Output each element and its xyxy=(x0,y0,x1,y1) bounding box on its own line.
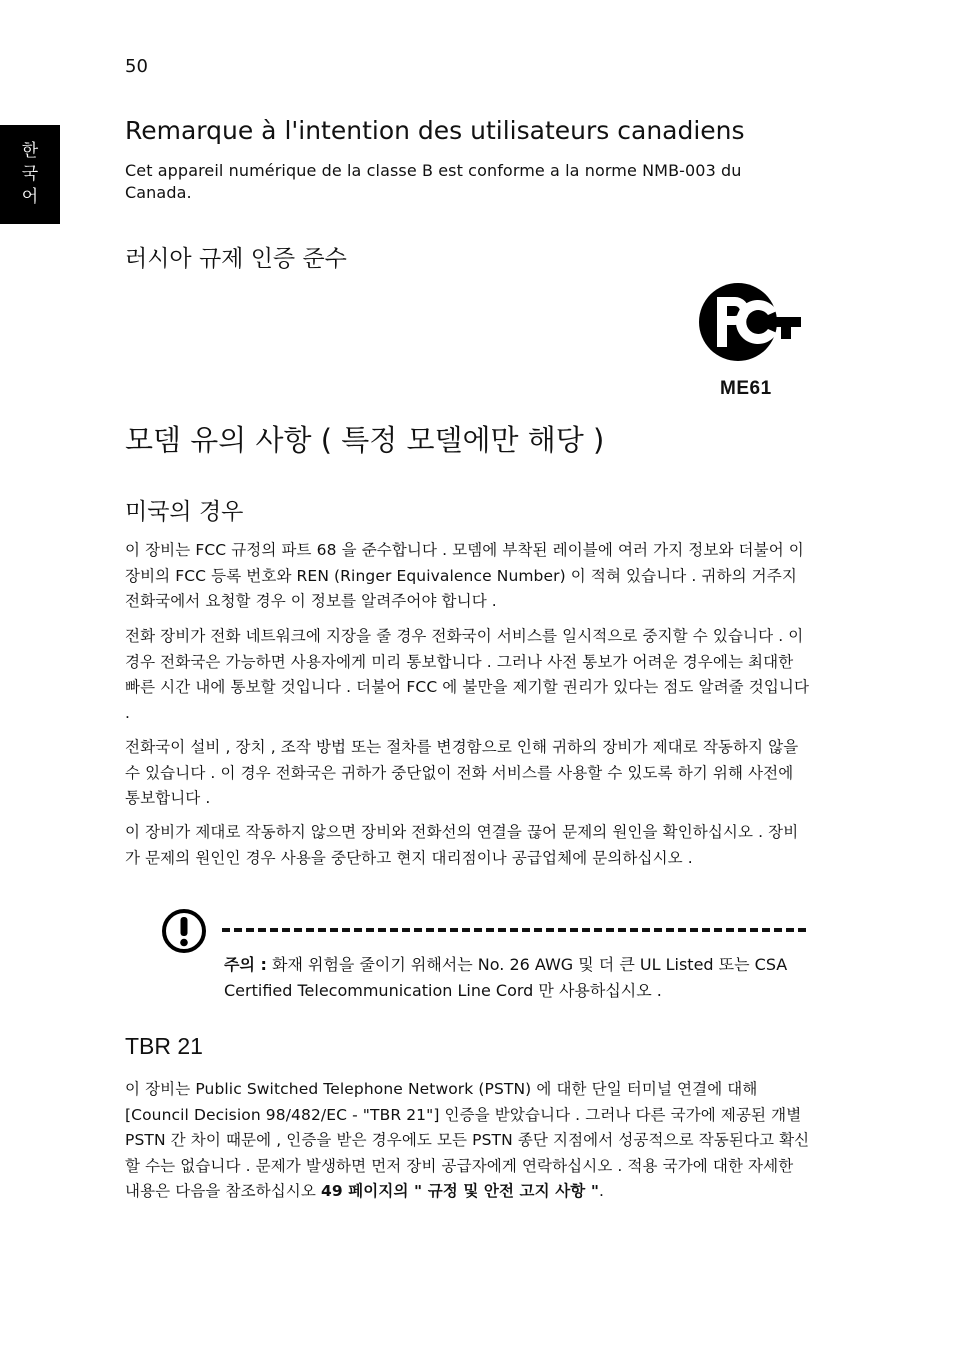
page-number: 50 xyxy=(125,56,148,77)
russia-heading: 러시아 규제 인증 준수 xyxy=(125,246,347,272)
tbr-body xyxy=(125,1077,811,1205)
tbr-body-text: 이 장비는 Public Switched Telephone Network (PSTN) 에 대한 단일 터미널 연결에 대해 [Council Decision 98/482/EC - "TBR 21"] 인증을 받았습니다 . 그러나 다른 국가에 제공된 개별 PSTN 간 차이 때문에 , 인증을 받은 경우에도 모든 PSTN 종단 지점에서 성공적으로 작동된다고 확신할 수는 없습니다 . 문제가 발생하면 먼저 장비 공급자에게 연락하십시오 . 적용 국가에 대한 자세한 내용은 다음을 참조하십시오 xyxy=(125,1080,810,1200)
caution-text: 화재 위험을 줄이기 위해서는 No. 26 AWG 및 더 큰 UL Listed 또는 CSA Certified Telecommunication Line Cord 만 사용하십시오 . xyxy=(224,955,788,1000)
canada-body: Cet appareil numérique de la classe B est conforme a la norme NMB-003 du Canada. xyxy=(125,161,742,202)
usa-paragraph-2: 전화 장비가 전화 네트워크에 지장을 줄 경우 전화국이 서비스를 일시적으로 중지할 수 있습니다 . 이 경우 전화국은 가능하면 사용자에게 미리 통보합니다 . 그러나 사전 통보가 어려운 경우에는 최대한 빠른 시간 내에 통보할 것입니다 . 더불어 FCC 에 불만을 제기할 권리가 있다는 점도 알려줄 것입니다 . xyxy=(125,627,810,722)
canada-heading: Remarque à l'intention des utilisateurs canadiens xyxy=(125,116,745,145)
pct-certification-logo xyxy=(697,281,801,363)
warning-icon xyxy=(160,907,208,955)
note-divider xyxy=(222,928,806,932)
usa-paragraph-1: 이 장비는 FCC 규정의 파트 68 을 준수합니다 . 모뎀에 부착된 레이블에 여러 가지 정보와 더불어 이 장비의 FCC 등록 번호와 REN (Ringer Equivalence Number) 이 적혀 있습니다 . 귀하의 거주지 전화국에서 요청할 경우 이 정보를 알려주어야 합니다 . xyxy=(125,541,804,610)
logo-code: ME61 xyxy=(720,378,772,399)
tbr-reference-link[interactable]: 49 페이지의 " 규정 및 안전 고지 사항 " xyxy=(320,1182,600,1200)
tbr-body-end: . xyxy=(599,1182,605,1200)
usa-heading: 미국의 경우 xyxy=(125,499,244,525)
language-tab-label: 한 국 어 xyxy=(21,141,39,207)
modem-heading: 모뎀 유의 사항 ( 특정 모델에만 해당 ) xyxy=(125,423,605,457)
pct-logo-icon xyxy=(697,281,801,363)
caution-note xyxy=(224,952,804,1004)
caution-label: 주의 : xyxy=(224,955,267,974)
tbr-heading: TBR 21 xyxy=(125,1033,203,1059)
language-side-tab xyxy=(0,125,60,224)
usa-paragraph-3: 전화국이 설비 , 장치 , 조작 방법 또는 절차를 변경함으로 인해 귀하의 장비가 제대로 작동하지 않을 수 있습니다 . 이 경우 전화국은 귀하가 중단없이 전화 서비스를 사용할 수 있도록 하기 위해 사전에 통보합니다 . xyxy=(125,738,799,807)
usa-paragraph-4: 이 장비가 제대로 작동하지 않으면 장비와 전화선의 연결을 끊어 문제의 원인을 확인하십시오 . 장비가 문제의 원인인 경우 사용을 중단하고 현지 대리점이나 공급업체에 문의하십시오 . xyxy=(125,823,799,867)
